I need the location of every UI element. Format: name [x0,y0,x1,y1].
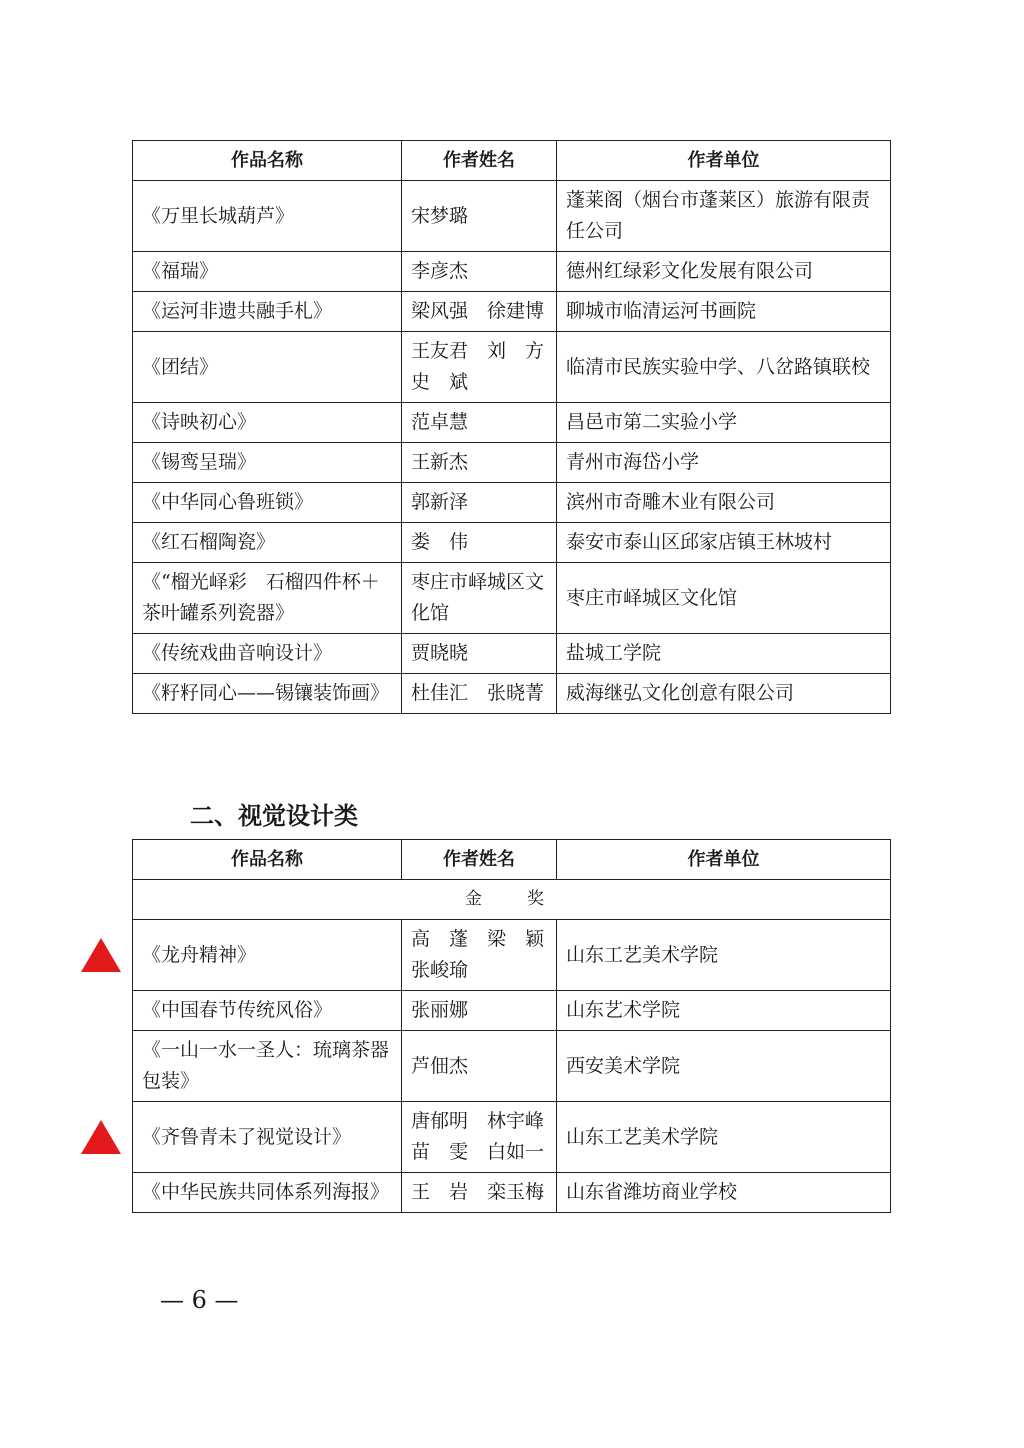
work-title-cell: 《籽籽同心——锡镶装饰画》 [133,674,402,714]
red-triangle-icon [81,938,121,972]
author-cell: 范卓慧 [402,403,557,443]
award-label: 金 奖 [133,880,891,920]
work-title-cell: 《诗映初心》 [133,403,402,443]
author-cell: 李彦杰 [402,252,557,292]
unit-cell: 山东工艺美术学院 [557,920,891,991]
header-unit: 作者单位 [557,141,891,181]
table-row [133,332,891,403]
header-unit: 作者单位 [557,840,891,880]
author-cell: 芦佃杰 [402,1031,557,1102]
table-row [133,991,891,1031]
table-row [133,1031,891,1102]
work-title-cell: 《锡鸾呈瑞》 [133,443,402,483]
unit-cell: 泰安市泰山区邱家店镇王林坡村 [557,523,891,563]
awards-table-1 [132,140,891,714]
author-cell: 王 岩 栾玉梅 [402,1173,557,1213]
author-cell: 贾晓晓 [402,634,557,674]
table-row [133,674,891,714]
author-cell: 梁风强 徐建博 [402,292,557,332]
table-header-row [133,141,891,181]
author-cell: 张丽娜 [402,991,557,1031]
unit-cell: 枣庄市峄城区文化馆 [557,563,891,634]
work-title-cell: 《一山一水一圣人：琉璃茶器包装》 [133,1031,402,1102]
table-row [133,292,891,332]
table-row [133,403,891,443]
header-title: 作品名称 [133,840,402,880]
author-cell: 王友君 刘 方 史 斌 [402,332,557,403]
table-row [133,920,891,991]
unit-cell: 聊城市临清运河书画院 [557,292,891,332]
header-title: 作品名称 [133,141,402,181]
work-title-cell: 《运河非遗共融手札》 [133,292,402,332]
work-title-cell: 《团结》 [133,332,402,403]
work-title-cell: 《齐鲁青未了视觉设计》 [133,1102,402,1173]
unit-cell: 滨州市奇雕木业有限公司 [557,483,891,523]
author-cell: 唐郁明 林宇峰 苗 雯 白如一 [402,1102,557,1173]
table-row [133,181,891,252]
unit-cell: 昌邑市第二实验小学 [557,403,891,443]
table-row [133,523,891,563]
author-cell: 王新杰 [402,443,557,483]
author-cell: 郭新泽 [402,483,557,523]
page-number: — 6 — [160,1286,239,1314]
work-title-cell: 《红石榴陶瓷》 [133,523,402,563]
unit-cell: 威海继弘文化创意有限公司 [557,674,891,714]
table-row [133,634,891,674]
table-row [133,1102,891,1173]
unit-cell: 青州市海岱小学 [557,443,891,483]
unit-cell: 盐城工学院 [557,634,891,674]
work-title-cell: 《中华民族共同体系列海报》 [133,1173,402,1213]
author-cell: 高 蓬 梁 颖 张峻瑜 [402,920,557,991]
table-row [133,443,891,483]
table-row [133,1173,891,1213]
unit-cell: 山东工艺美术学院 [557,1102,891,1173]
section-heading: 二、视觉设计类 [190,802,358,830]
work-title-cell: 《“榴光峄彩 石榴四件杯＋茶叶罐系列瓷器》 [133,563,402,634]
author-cell: 娄 伟 [402,523,557,563]
unit-cell: 西安美术学院 [557,1031,891,1102]
unit-cell: 蓬莱阁（烟台市蓬莱区）旅游有限责任公司 [557,181,891,252]
work-title-cell: 《龙舟精神》 [133,920,402,991]
author-cell: 枣庄市峄城区文化馆 [402,563,557,634]
work-title-cell: 《万里长城葫芦》 [133,181,402,252]
table-header-row [133,840,891,880]
work-title-cell: 《福瑞》 [133,252,402,292]
author-cell: 杜佳汇 张晓菁 [402,674,557,714]
awards-table-2 [132,839,891,1213]
work-title-cell: 《传统戏曲音响设计》 [133,634,402,674]
red-triangle-icon [81,1120,121,1154]
unit-cell: 德州红绿彩文化发展有限公司 [557,252,891,292]
work-title-cell: 《中华同心鲁班锁》 [133,483,402,523]
table-row [133,483,891,523]
unit-cell: 山东艺术学院 [557,991,891,1031]
unit-cell: 山东省潍坊商业学校 [557,1173,891,1213]
table-row [133,563,891,634]
work-title-cell: 《中国春节传统风俗》 [133,991,402,1031]
header-author: 作者姓名 [402,840,557,880]
table-row [133,252,891,292]
author-cell: 宋梦璐 [402,181,557,252]
unit-cell: 临清市民族实验中学、八岔路镇联校 [557,332,891,403]
award-row [133,880,891,920]
header-author: 作者姓名 [402,141,557,181]
